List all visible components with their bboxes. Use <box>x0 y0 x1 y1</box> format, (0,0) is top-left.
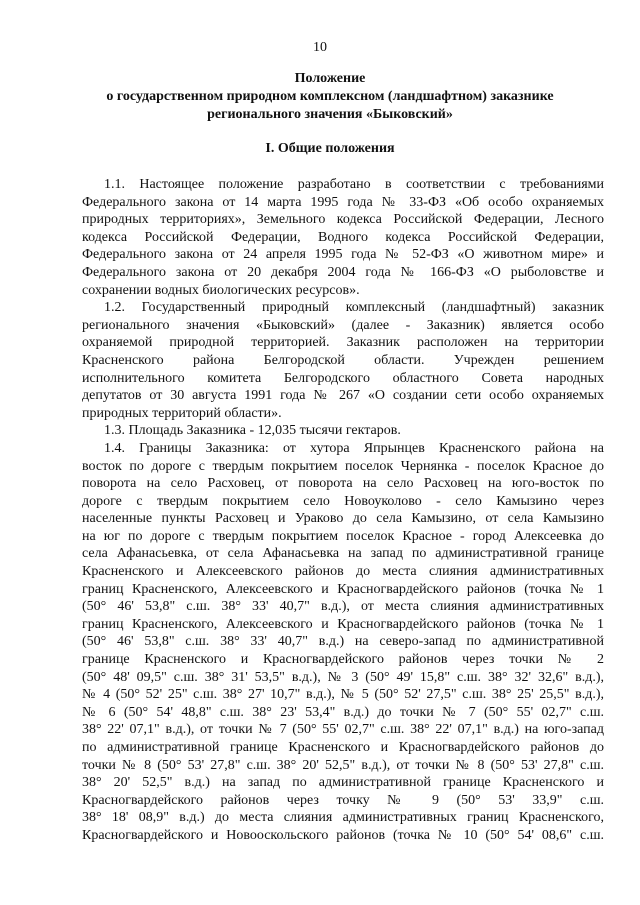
title-line-1: Положение <box>294 71 366 86</box>
text-line: восток по дороге с твердым покрытием поселок Чернянка - поселок Красное до <box>82 458 604 474</box>
text-line: 1.3. Площадь Заказника - 12,035 тысячи гектаров. <box>104 423 401 439</box>
text-line: (50° 46' 53,8" с.ш. 38° 33' 40,7" в.д.) на северо-запад по административной <box>82 634 604 650</box>
text-line: № 6 (50° 54' 48,8" с.ш. 38° 23' 53,4" в.д.) до точки № 7 (50° 55' 02,7" с.ш. <box>82 704 604 720</box>
text-line: 1.1. Настоящее положение разработано в соответствии с требованиями <box>104 177 604 192</box>
text-line: Федерального закона от 20 декабря 2004 года № 166-ФЗ «О рыболовстве и <box>82 264 604 280</box>
text-line: 1.2. Государственный природный комплексный (ландшафтный) заказник <box>104 300 604 316</box>
text-line: Красногвардейского и Новооскольского районов (точка № 10 (50° 54' 08,6" с.ш. <box>82 827 604 843</box>
document-body <box>82 176 604 845</box>
text-line: (50° 46' 53,8" с.ш. 38° 33' 40,7" в.д.), от места слияния административных <box>82 599 604 615</box>
page-number: 10 <box>313 40 327 55</box>
text-line: села Афанасьевка, от села Афанасьевка на запад по административной границе <box>82 546 604 562</box>
text-line: 38° 20' 52,5" в.д.) на запад по административной границе Красненского и <box>82 775 604 791</box>
text-line: на юг по дороге с твердым покрытием поселок Красное - город Алексеевка до <box>82 528 604 544</box>
text-line: депутатов от 30 августа 1991 года № 267 «О создании сети особо охраняемых <box>82 388 604 404</box>
text-line: Красногвардейского районов через точку № 9 (50° 53' 33,9" с.ш. <box>82 792 604 808</box>
text-line: поворота на село Расховец, от поворота на село Расховец на юго-восток по <box>82 476 604 492</box>
text-line: границ Красненского, Алексеевского и Красногвардейского районов (точка № 1 <box>82 581 604 597</box>
title-line-3: регионального значения «Быковский» <box>207 107 453 122</box>
text-line: 1.4. Границы Заказника: от хутора Япрынцев Красненского района на <box>104 440 604 456</box>
text-line: регионального значения «Быковский» (далее - Заказник) является особо <box>82 317 604 333</box>
text-line: по административной границе Красненского и Красногвардейского районов до <box>82 740 604 755</box>
text-line: дороге с твердым покрытием село Новоуколово - село Камызино через <box>82 493 604 509</box>
text-line: Красненского района Белгородской области. Учрежден решением <box>82 352 604 368</box>
text-line: охраняемой природной территорией. Заказник расположен на территории <box>82 335 604 351</box>
text-line: границе Красненского и Красногвардейского районов через точки № 2 <box>82 652 604 668</box>
text-line: Федерального закона от 24 апреля 1995 года № 52-ФЗ «О животном мире» и <box>82 247 604 263</box>
text-line: Красненского и Алексеевского районов до места слияния административных <box>82 564 604 580</box>
text-line: Федерального закона от 14 марта 1995 года № 33-ФЗ «Об особо охраняемых <box>82 194 604 210</box>
title-line-2: о государственном природном комплексном (ландшафтном) заказнике <box>106 89 554 104</box>
text-line: № 4 (50° 52' 25" с.ш. 38° 27' 10,7" в.д.), № 5 (50° 52' 27,5" с.ш. 38° 25' 25,5" в.д.), <box>82 687 604 703</box>
text-line: сохранении водных биологических ресурсов». <box>82 282 360 298</box>
text-line: природных территорий области». <box>82 405 282 421</box>
text-line: 38° 18' 08,9" в.д.) до места слияния административных границ Красненского, <box>82 810 604 826</box>
section-heading: I. Общие положения <box>265 141 395 156</box>
text-line: границ Красненского, Алексеевского и Красногвардейского районов (точка № 1 <box>82 616 604 632</box>
text-line: кодекса Российской Федерации, Водного кодекса Российской Федерации, <box>82 229 604 245</box>
text-line: 38° 22' 07,1" в.д.), от точки № 7 (50° 55' 02,7" с.ш. 38° 22' 07,1" в.д.) на юго-запад <box>82 722 604 738</box>
document-title <box>60 70 600 124</box>
text-line: природных территориях», Земельного кодекса Российской Федерации, Лесного <box>82 212 604 228</box>
text-line: населенные пункты Расховец и Ураково до села Камызино, от села Камызино <box>82 511 604 527</box>
text-line: исполнительного комитета Белгородского областного Совета народных <box>82 370 604 386</box>
text-line: (50° 48' 09,5" с.ш. 38° 31' 53,5" в.д.), № 3 (50° 49' 15,8" с.ш. 38° 32' 32,6" в.д.), <box>82 669 604 685</box>
text-line: точки № 8 (50° 53' 27,8" с.ш. 38° 20' 52,5" в.д.), от точки № 8 (50° 53' 27,8" с.ш. <box>82 757 604 773</box>
